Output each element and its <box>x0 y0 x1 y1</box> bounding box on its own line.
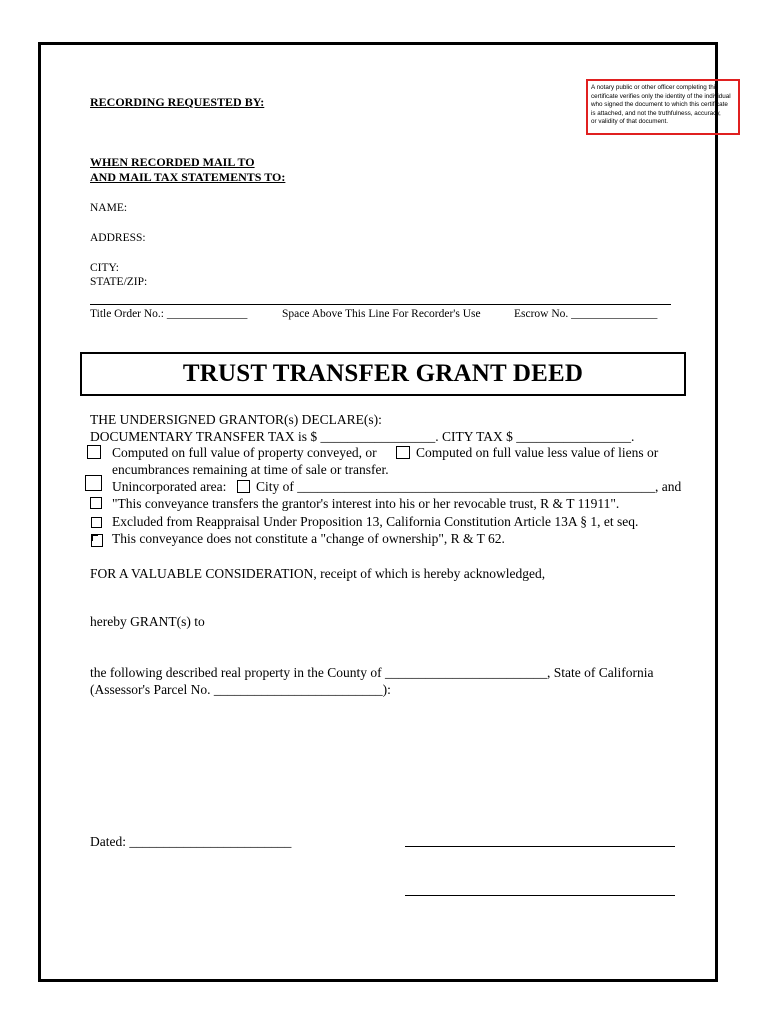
escrow-field: Escrow No. _______________ <box>514 308 658 320</box>
revocable-trust-label: "This conveyance transfers the grantor's interest into his or her revocable trust, R & T 11911". <box>112 496 620 511</box>
property-county-line: the following described real property in the County of ________________________, State of California <box>90 665 654 680</box>
grant-clause: hereby GRANT(s) to <box>90 614 205 629</box>
notary-line: is attached, and not the truthfulness, accuracy, <box>591 109 721 117</box>
notary-line: or validity of that document. <box>591 118 669 126</box>
city-of-checkbox[interactable] <box>237 480 250 493</box>
no-change-of-ownership-label: This conveyance does not constitute a "change of ownership", R & T 62. <box>112 531 505 546</box>
excluded-reappraisal-label: Excluded from Reappraisal Under Proposition 13, California Constitution Article 13A § 1, et seq. <box>112 514 639 529</box>
dated-field: Dated: ________________________ <box>90 834 292 849</box>
computed-full-value-label: Computed on full value of property conveyed, or <box>112 445 377 460</box>
recording-requested-by: RECORDING REQUESTED BY: <box>90 95 265 109</box>
notary-line: who signed the document to which this certificate <box>591 101 728 109</box>
recorder-space-note: Space Above This Line For Recorder's Use <box>282 308 481 320</box>
computed-less-liens-checkbox[interactable] <box>396 446 410 459</box>
no-change-of-ownership-checkbox[interactable] <box>91 534 103 547</box>
computed-less-liens-label: Computed on full value less value of liens or <box>416 445 659 460</box>
title-box <box>80 352 686 396</box>
signature-line-1[interactable] <box>405 846 675 847</box>
notary-line: A notary public or other officer completing this <box>591 84 719 91</box>
consideration-clause: FOR A VALUABLE CONSIDERATION, receipt of which is hereby acknowledged, <box>90 566 546 581</box>
mail-to-heading-line2: AND MAIL TAX STATEMENTS TO: <box>90 170 286 184</box>
grantor-declaration: THE UNDERSIGNED GRANTOR(s) DECLARE(s): <box>90 412 382 427</box>
address-label: ADDRESS: <box>90 232 146 244</box>
name-label: NAME: <box>90 202 128 214</box>
document-title: TRUST TRANSFER GRANT DEED <box>182 360 584 387</box>
title-order-field: Title Order No.: ______________ <box>90 308 248 320</box>
transfer-tax-line: DOCUMENTARY TRANSFER TAX is $ _________________. CITY TAX $ _________________. <box>90 429 635 444</box>
mail-to-heading-line1: WHEN RECORDED MAIL TO <box>90 155 255 169</box>
computed-less-liens-continued: encumbrances remaining at time of sale or transfer. <box>112 462 389 477</box>
revocable-trust-checkbox[interactable] <box>90 497 102 509</box>
city-of-field: City of _____________________________________________________, and <box>256 479 682 494</box>
assessor-parcel-line: (Assessor's Parcel No. _________________________): <box>90 682 391 697</box>
city-label: CITY: <box>90 262 119 274</box>
state-zip-label: STATE/ZIP: <box>90 276 148 288</box>
signature-line-2[interactable] <box>405 895 675 896</box>
computed-full-value-checkbox[interactable] <box>87 445 101 459</box>
unincorporated-area-label: Unincorporated area: <box>112 479 227 494</box>
unincorporated-area-checkbox[interactable] <box>85 475 102 491</box>
notary-notice-box <box>586 79 740 135</box>
excluded-reappraisal-checkbox[interactable] <box>91 517 102 528</box>
recorder-separator-line <box>90 304 671 305</box>
notary-line: certificate verifies only the identity of the individual <box>591 92 731 100</box>
